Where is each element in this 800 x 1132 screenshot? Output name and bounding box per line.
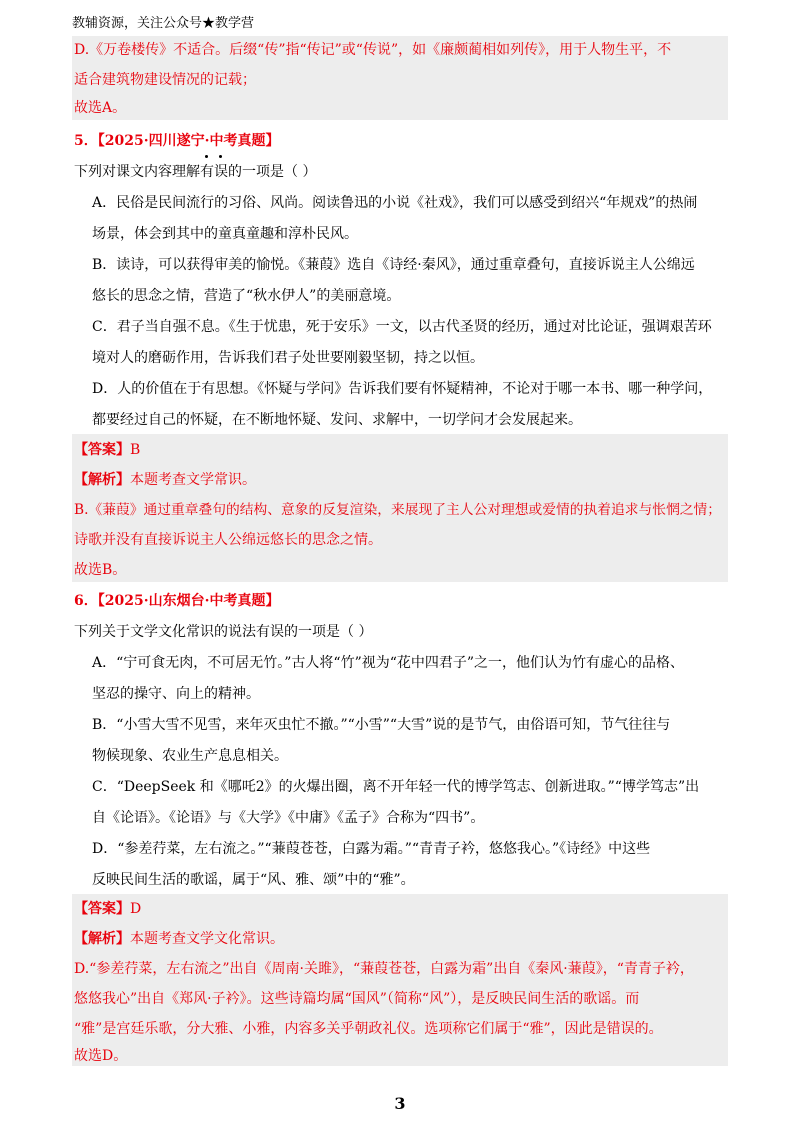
stem-text: 下列对课文内容理解 [74, 164, 200, 180]
answer-value: D [130, 901, 142, 917]
answer-label: 【答案】 [74, 442, 130, 458]
answer-line [74, 899, 141, 919]
option-line: A．“宁可食无肉，不可居无竹。”古人将“竹”视为“花中四君子”之一，他们认为竹有虚心的品格、 [92, 655, 685, 671]
analysis-label: 【解析】 [74, 472, 130, 488]
explain-line: D.《万卷楼传》不适合。后缀“传”指“传记”或“传说”，如《廉颇蔺相如列传》，用于人物生平，不 [74, 42, 672, 58]
explain-line: D.“参差荇菜，左右流之”出自《周南·关雎》，“蒹葭苍苍，白露为霜”出自《秦风·蒹葭》，“青青子衿， [74, 961, 694, 977]
option-line: A．民俗是民间流行的习俗、风尚。阅读鲁迅的小说《社戏》，我们可以感受到绍兴“年规戏”的热闹 [92, 195, 698, 211]
question-stem [74, 162, 316, 182]
option-line: C．君子当自强不息。《生于忧患，死于安乐》一文，以古代圣贤的经历，通过对比论证，强调艰苦环 [92, 319, 712, 335]
stem-emphasis: 有误 [200, 164, 228, 180]
answer-box [72, 894, 728, 1066]
option-line: 境对人的磨砺作用，告诉我们君子处世要刚毅坚韧，持之以恒。 [92, 350, 484, 366]
option-line: 悠长的思念之情，营造了“秋水伊人”的美丽意境。 [92, 288, 401, 304]
explain-line: 适合建筑物建设情况的记载； [74, 72, 256, 88]
emphasis-dots [200, 162, 228, 182]
option-line: 都要经过自己的怀疑，在不断地怀疑、发问、求解中，一切学问才会发展起来。 [92, 412, 582, 428]
question-title: 6．【2025·山东烟台·中考真题】 [74, 593, 280, 609]
question-stem: 下列关于文学文化常识的说法有误的一项是（ ） [74, 624, 373, 640]
explain-line: 诗歌并没有直接诉说主人公绵远悠长的思念之情。 [74, 532, 382, 548]
analysis-text: 本题考查文学文化常识。 [130, 931, 284, 947]
page-number: 3 [394, 1094, 406, 1113]
explain-line: 故选B。 [74, 562, 127, 578]
answer-value: B [130, 442, 141, 458]
explain-line: 悠悠我心”出自《郑风·子衿》。这些诗篇均属“国风”（简称“风”），是反映民间生活的歌谣。而 [74, 991, 640, 1007]
explain-line: 故选D。 [74, 1048, 128, 1064]
option-line: B．读诗，可以获得审美的愉悦。《蒹葭》选自《诗经·秦风》，通过重章叠句，直接诉说主人公绵远 [92, 257, 695, 273]
stem-text: 的一项是（ ） [228, 164, 317, 180]
analysis-line [74, 470, 256, 490]
analysis-text: 本题考查文学常识。 [130, 472, 256, 488]
option-line: 场景，体会到其中的童真童趣和淳朴民风。 [92, 226, 358, 242]
option-line: 物候现象、农业生产息息相关。 [92, 748, 288, 764]
page-header: 教辅资源，关注公众号★教学营 [72, 14, 728, 37]
option-line: 坚忍的操守、向上的精神。 [92, 686, 260, 702]
explain-line: 故选A。 [74, 100, 127, 116]
option-line: 反映民间生活的歌谣，属于“风、雅、颂”中的“雅”。 [92, 872, 415, 888]
explain-line: “雅”是宫廷乐歌，分大雅、小雅，内容多关乎朝政礼仪。选项称它们属于“雅”，因此是错误的。 [74, 1021, 663, 1037]
option-line: B．“小雪大雪不见雪，来年灭虫忙不撤。”“小雪”“大雪”说的是节气，由俗语可知，节气往往与 [92, 717, 671, 733]
answer-label: 【答案】 [74, 901, 130, 917]
option-line: D．“参差荇菜，左右流之。”“蒹葭苍苍，白露为霜。”“青青子衿，悠悠我心。”《诗经》中这些 [92, 841, 651, 857]
analysis-line [74, 929, 284, 949]
option-line: C．“DeepSeek 和《哪吒2》的火爆出圈，离不开年轻一代的博学笃志、创新进取。”“博学笃志”出 [92, 779, 700, 795]
option-line: 自《论语》。《论语》与《大学》《中庸》《孟子》合称为“四书”。 [92, 810, 485, 826]
analysis-label: 【解析】 [74, 931, 130, 947]
explain-line: B.《蒹葭》通过重章叠句的结构、意象的反复渲染，来展现了主人公对理想或爱情的执着追求与怅惘之情； [74, 502, 721, 518]
option-line: D．人的价值在于有思想。《怀疑与学问》告诉我们要有怀疑精神，不论对于哪一本书、哪一种学问， [92, 381, 713, 397]
question-title: 5．【2025·四川遂宁·中考真题】 [74, 133, 280, 149]
answer-line [74, 440, 140, 460]
